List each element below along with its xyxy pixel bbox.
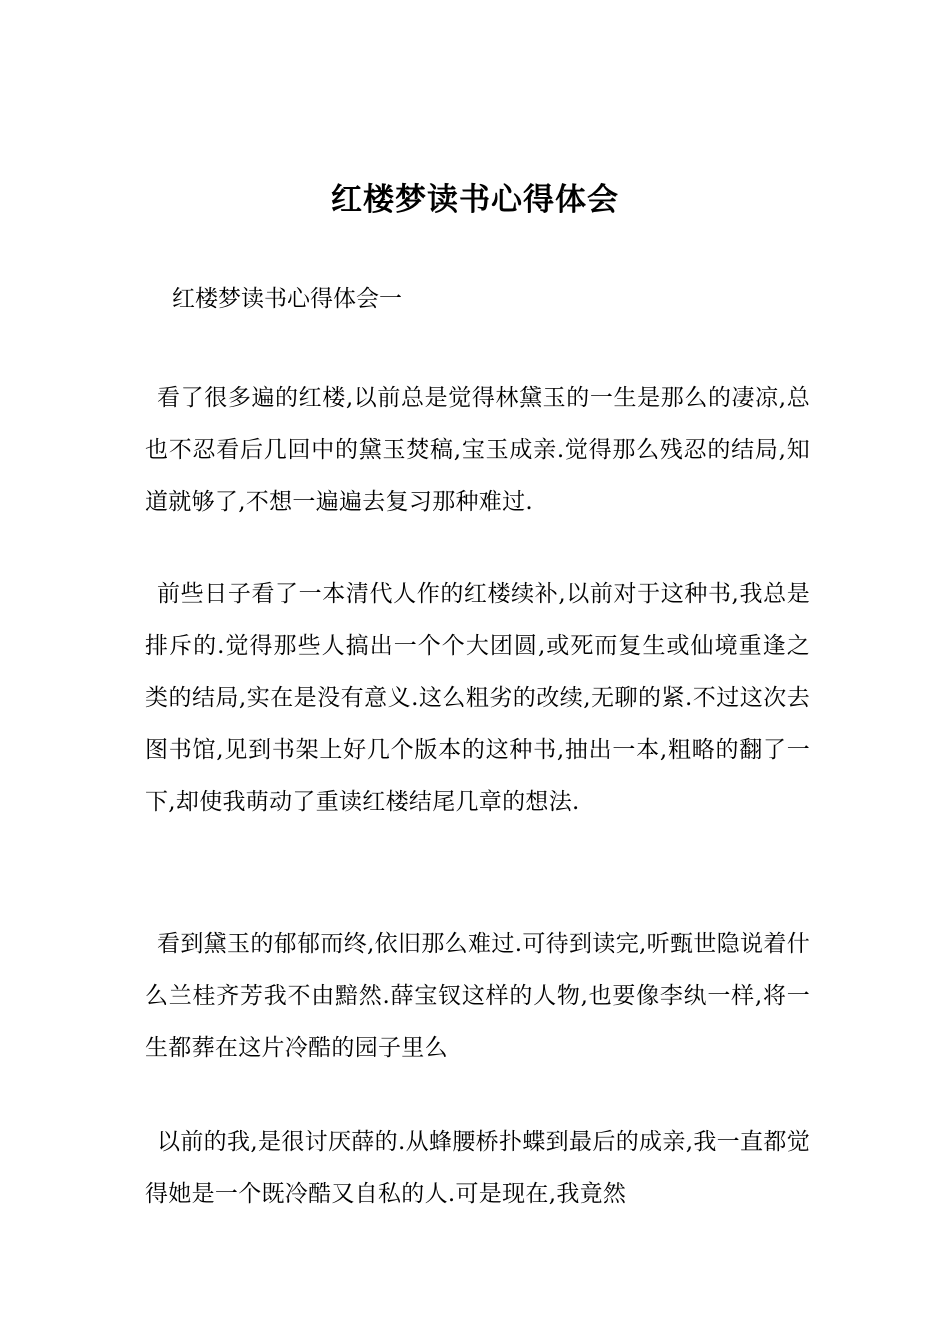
paragraph-1: 看了很多遍的红楼,以前总是觉得林黛玉的一生是那么的凄凉,总也不忍看后几回中的黛玉焚稿,宝玉成亲.觉得那么残忍的结局,知道就够了,不想一遍遍去复习那种难过. [145,385,810,515]
paragraph-4: 以前的我,是很讨厌薛的.从蜂腰桥扑蝶到最后的成亲,我一直都觉得她是一个既冷酷又自私的人.可是现在,我竟然 [145,1129,810,1207]
paragraph-2: 前些日子看了一本清代人作的红楼续补,以前对于这种书,我总是排斥的.觉得那些人搞出一个个大团圆,或死而复生或仙境重逢之类的结局,实在是没有意义.这么粗劣的改续,无聊的紧.不过这次去图书馆,见到书架上好几个版本的这种书,抽出一本,粗略的翻了一下,却使我萌动了重读红楼结尾几章的想法. [145,581,810,815]
section-heading: 红楼梦读书心得体会一 [172,286,402,312]
document-title: 红楼梦读书心得体会 [331,182,619,218]
paragraph-3: 看到黛玉的郁郁而终,依旧那么难过.可待到读完,听甄世隐说着什么兰桂齐芳我不由黯然.薛宝钗这样的人物,也要像李纨一样,将一生都葬在这片冷酷的园子里么 [145,931,810,1061]
